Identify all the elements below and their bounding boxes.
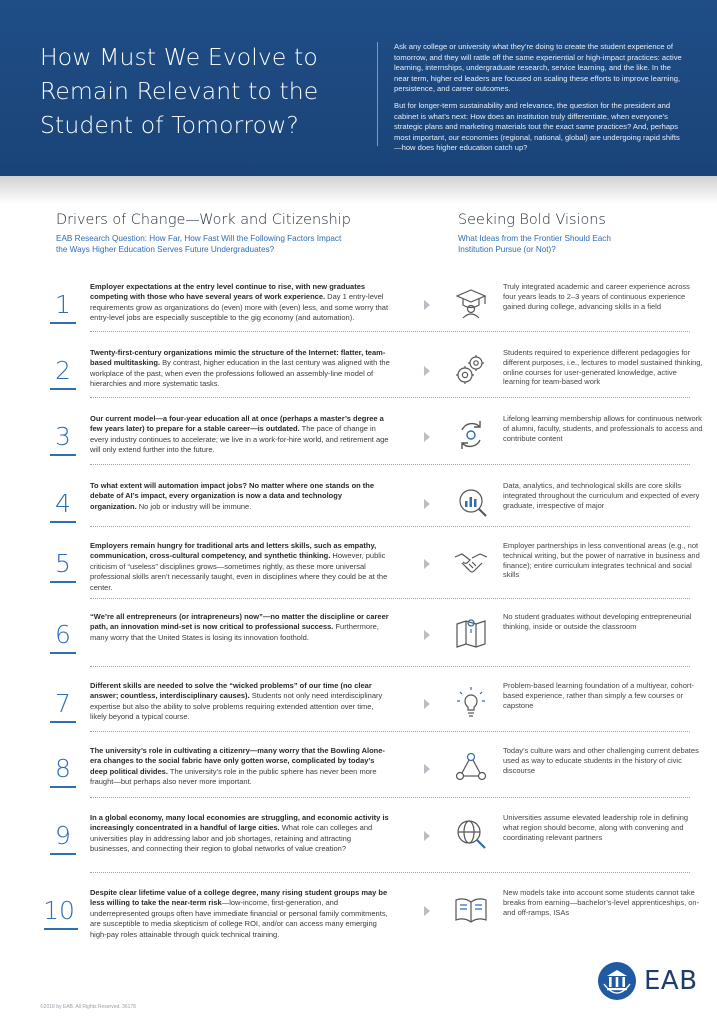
driver-text: [90, 746, 390, 788]
driver-row: [0, 612, 717, 680]
row-divider: [90, 598, 690, 599]
driver-detail: However, public criticism of “useless” disciplines grows—sometimes rightly, as these more universal professional skills aren’t necessarily taught, even in disciplines where they could be at the center.: [90, 551, 388, 592]
driver-row: [0, 414, 717, 482]
arrow-right-icon: [424, 699, 430, 709]
row-number: 3: [55, 422, 71, 451]
eab-logo-text: EAB: [644, 966, 698, 996]
vision-text: Lifelong learning membership allows for continuous network of alumni, faculty, students, and professionals to access and contribute content: [503, 414, 703, 443]
row-number-underline: [50, 454, 76, 456]
vision-text: Employer partnerships in less conventional areas (e.g., not technical writing, but the power of narrative in business and finance); entire curriculum integrates technical and social skills: [503, 541, 700, 580]
row-number-underline: [50, 786, 76, 788]
book-icon: [452, 890, 490, 928]
arrow-right-icon: [424, 630, 430, 640]
vision-text: Truly integrated academic and career experience across four years leads to 2–3 years of continuous experience gained during college, advancing skills in a field: [503, 282, 690, 311]
copyright-text: ©2018 by EAB. All Rights Reserved. 36178: [40, 1004, 136, 1010]
row-number: 8: [55, 754, 71, 783]
driver-text: [90, 348, 390, 390]
vision-text: Students required to experience different pedagogies for different purposes, i.e., lectures to model sustained thinking, online courses for user-generated knowledge, active learning for team-based work: [503, 348, 703, 387]
gears-icon: [452, 350, 490, 388]
hero-paragraph-2: But for longer-term sustainability and relevance, the question for the president and cabinet is what’s next: How does an institution truly differentiate, when everyone’s strategic plans and marketing materials tout the exact same practices? And, perhaps most important, our economies (regional, national, global) are undergoing rapid shifts—how does higher education catch up?: [394, 100, 680, 153]
driver-detail: The pace of change in every industry continues to accelerate; we live in a work-for-hire world, and retirement age will only extend further into the future.: [90, 424, 389, 455]
drivers-subheading: EAB Research Question: How Far, How Fast Will the Following Factors Impact the Ways Higher Education Serves Future Undergraduates?: [56, 234, 342, 254]
row-number: 9: [55, 821, 71, 850]
row-number: 6: [55, 620, 71, 649]
hero-divider: [377, 42, 378, 146]
row-number: 7: [55, 689, 71, 718]
row-number-underline: [50, 322, 76, 324]
driver-detail: The university’s role in the public sphere has never been more fraught—but perhaps also never more important.: [90, 766, 377, 787]
arrow-right-icon: [424, 831, 430, 841]
network-icon: [452, 748, 490, 786]
hero-shadow: [0, 176, 717, 204]
driver-row: [0, 348, 717, 416]
vision-text: Universities assume elevated leadership role in defining what region should become, along with convening and coordinating relevant partners: [503, 813, 689, 842]
driver-text: [90, 481, 390, 512]
driver-text: [90, 414, 390, 456]
eab-logo-icon: [598, 962, 636, 1000]
row-number-underline: [50, 652, 76, 654]
driver-detail: What role can colleges and universities play in addressing labor and job shortages, retaining and attracting businesses, and connecting their region to global networks of value creation?: [90, 823, 373, 854]
arrow-right-icon: [424, 906, 430, 916]
row-number-underline: [50, 521, 76, 523]
arrow-right-icon: [424, 559, 430, 569]
driver-text: [90, 888, 390, 940]
driver-row: [0, 813, 717, 881]
row-divider: [90, 464, 690, 465]
driver-row: [0, 282, 717, 350]
row-divider: [90, 731, 690, 732]
row-number-underline: [50, 581, 76, 583]
cycle-icon: [452, 416, 490, 454]
row-divider: [90, 526, 690, 527]
row-divider: [90, 666, 690, 667]
row-number: 1: [55, 290, 71, 319]
driver-detail: No job or industry will be immune.: [136, 501, 252, 511]
row-number-underline: [50, 721, 76, 723]
row-number: 4: [55, 489, 71, 518]
vision-text: Data, analytics, and technological skills are core skills integrated throughout the curriculum and expected of every graduate, irrespective of major: [503, 481, 700, 510]
driver-text: [90, 813, 390, 855]
driver-text: [90, 612, 390, 643]
driver-text: [90, 282, 390, 324]
driver-headline: In a global economy, many local economies are struggling, and economic activity is increasingly concentrated in a handful of large cities.: [90, 813, 389, 833]
driver-row: [0, 888, 717, 956]
driver-headline: The university’s role in cultivating a citizenry—many worry that the Bowling Alone-era changes to the social fabric have only gotten worse, complicated by today’s deep political divides.: [90, 746, 385, 776]
driver-row: [0, 481, 717, 549]
driver-detail: Day 1 entry-level requirements grow as organizations do (even) more with (even) less, and some worry that entry-level jobs are especially susceptible to the gig economy (and automation).: [90, 292, 389, 323]
row-divider: [90, 797, 690, 798]
arrow-right-icon: [424, 432, 430, 442]
vision-text: New models take into account some students cannot take breaks from earning—bachelor’s-level apprenticeships, on- and off-ramps, ISAs: [503, 888, 700, 917]
driver-text: [90, 681, 390, 723]
row-number: 2: [55, 356, 71, 385]
handshake-icon: [452, 543, 490, 581]
arrow-right-icon: [424, 366, 430, 376]
driver-row: [0, 681, 717, 749]
driver-detail: —low-income, first-generation, and underrepresented groups often have immediate financial or personal family commitments, are susceptible to media skepticism of college ROI, and/or can access many emerging high-pay roles attainable through quick technical training.: [90, 898, 388, 939]
row-divider: [90, 331, 690, 332]
vision-text: Today’s culture wars and other challenging current debates used as way to educate students in the history of civic discourse: [503, 746, 699, 775]
map-icon: [452, 614, 490, 652]
visions-subheading: What Ideas from the Frontier Should Each Institution Pursue (or Not)?: [458, 234, 611, 254]
row-number: 10: [43, 896, 75, 925]
graduate-icon: [452, 284, 490, 322]
driver-detail: Furthermore, many worry that the United States is losing its innovation foothold.: [90, 622, 379, 642]
driver-headline: Different skills are needed to solve the “wicked problems” of our time (no clear answer; countless, interdisciplinary causes).: [90, 681, 372, 701]
driver-headline: Our current model—a four-year education all at once (perhaps a master’s degree a few years later) to prepare for a stable career—is outdated.: [90, 414, 384, 434]
row-number-underline: [50, 853, 76, 855]
visions-heading: Seeking Bold Visions: [458, 212, 606, 228]
row-number: 5: [55, 549, 71, 578]
vision-text: Problem-based learning foundation of a multiyear, cohort-based experience, rather than simply a few courses or capstone: [503, 681, 694, 710]
hero-intro: [394, 42, 686, 154]
hero-paragraph-1: Ask any college or university what they’re doing to create the student experience of tomorrow, and they will rattle off the same experiential or high-impact practices: active learning, internships, undergraduate research, service learning, and the like. In the near term, higher ed leaders are focused on scaling these efforts to improve learning, persistence, and career outcomes.: [394, 42, 682, 94]
driver-headline: Employers remain hungry for traditional arts and letters skills, such as empathy, communication, cross-cultural competency, and synthetic thinking.: [90, 541, 377, 561]
page-title: How Must We Evolve to Remain Relevant to the Student of Tomorrow?: [40, 43, 319, 139]
arrow-right-icon: [424, 499, 430, 509]
row-number-underline: [44, 928, 78, 930]
eab-logo[interactable]: [598, 960, 698, 1004]
drivers-heading: Drivers of Change—Work and Citizenship: [56, 212, 351, 228]
arrow-right-icon: [424, 300, 430, 310]
driver-text: [90, 541, 390, 593]
driver-detail: By contrast, higher education in the last century was aligned with the workplace of the past, when even the professions followed an assembly-line model of hierarchies and more systematic tasks.: [90, 358, 390, 389]
driver-headline: Despite clear lifetime value of a college degree, many rising student groups may be less willing to take the near-term risk: [90, 888, 388, 908]
arrow-right-icon: [424, 764, 430, 774]
row-divider: [90, 397, 690, 398]
driver-detail: Students not only need interdisciplinary expertise but also the ability to solve problems requiring extended attention over time, likely beyond a typical course.: [90, 691, 383, 722]
lightbulb-icon: [452, 683, 490, 721]
driver-row: [0, 746, 717, 814]
vision-text: No student graduates without developing entrepreneurial thinking, inside or outside the classroom: [503, 612, 692, 631]
globe-search-icon: [452, 815, 490, 853]
data-analytics-icon: [452, 483, 490, 521]
row-number-underline: [50, 388, 76, 390]
driver-headline: “We’re all entrepreneurs (or intrapreneurs) now”—no matter the discipline or career path, an innovation mind-set is now critical to professional success.: [90, 612, 389, 632]
driver-headline: Employer expectations at the entry level continue to rise, with new graduates competing with those who have several years of work experience.: [90, 282, 366, 302]
driver-headline: Twenty-first-century organizations mimic the structure of the Internet: flatter, team-based multitasking.: [90, 348, 386, 368]
row-divider: [90, 872, 690, 873]
driver-headline: To what extent will automation impact jobs? No matter where one stands on the debate of AI’s impact, every organization is now a data and technology organization.: [90, 481, 375, 511]
